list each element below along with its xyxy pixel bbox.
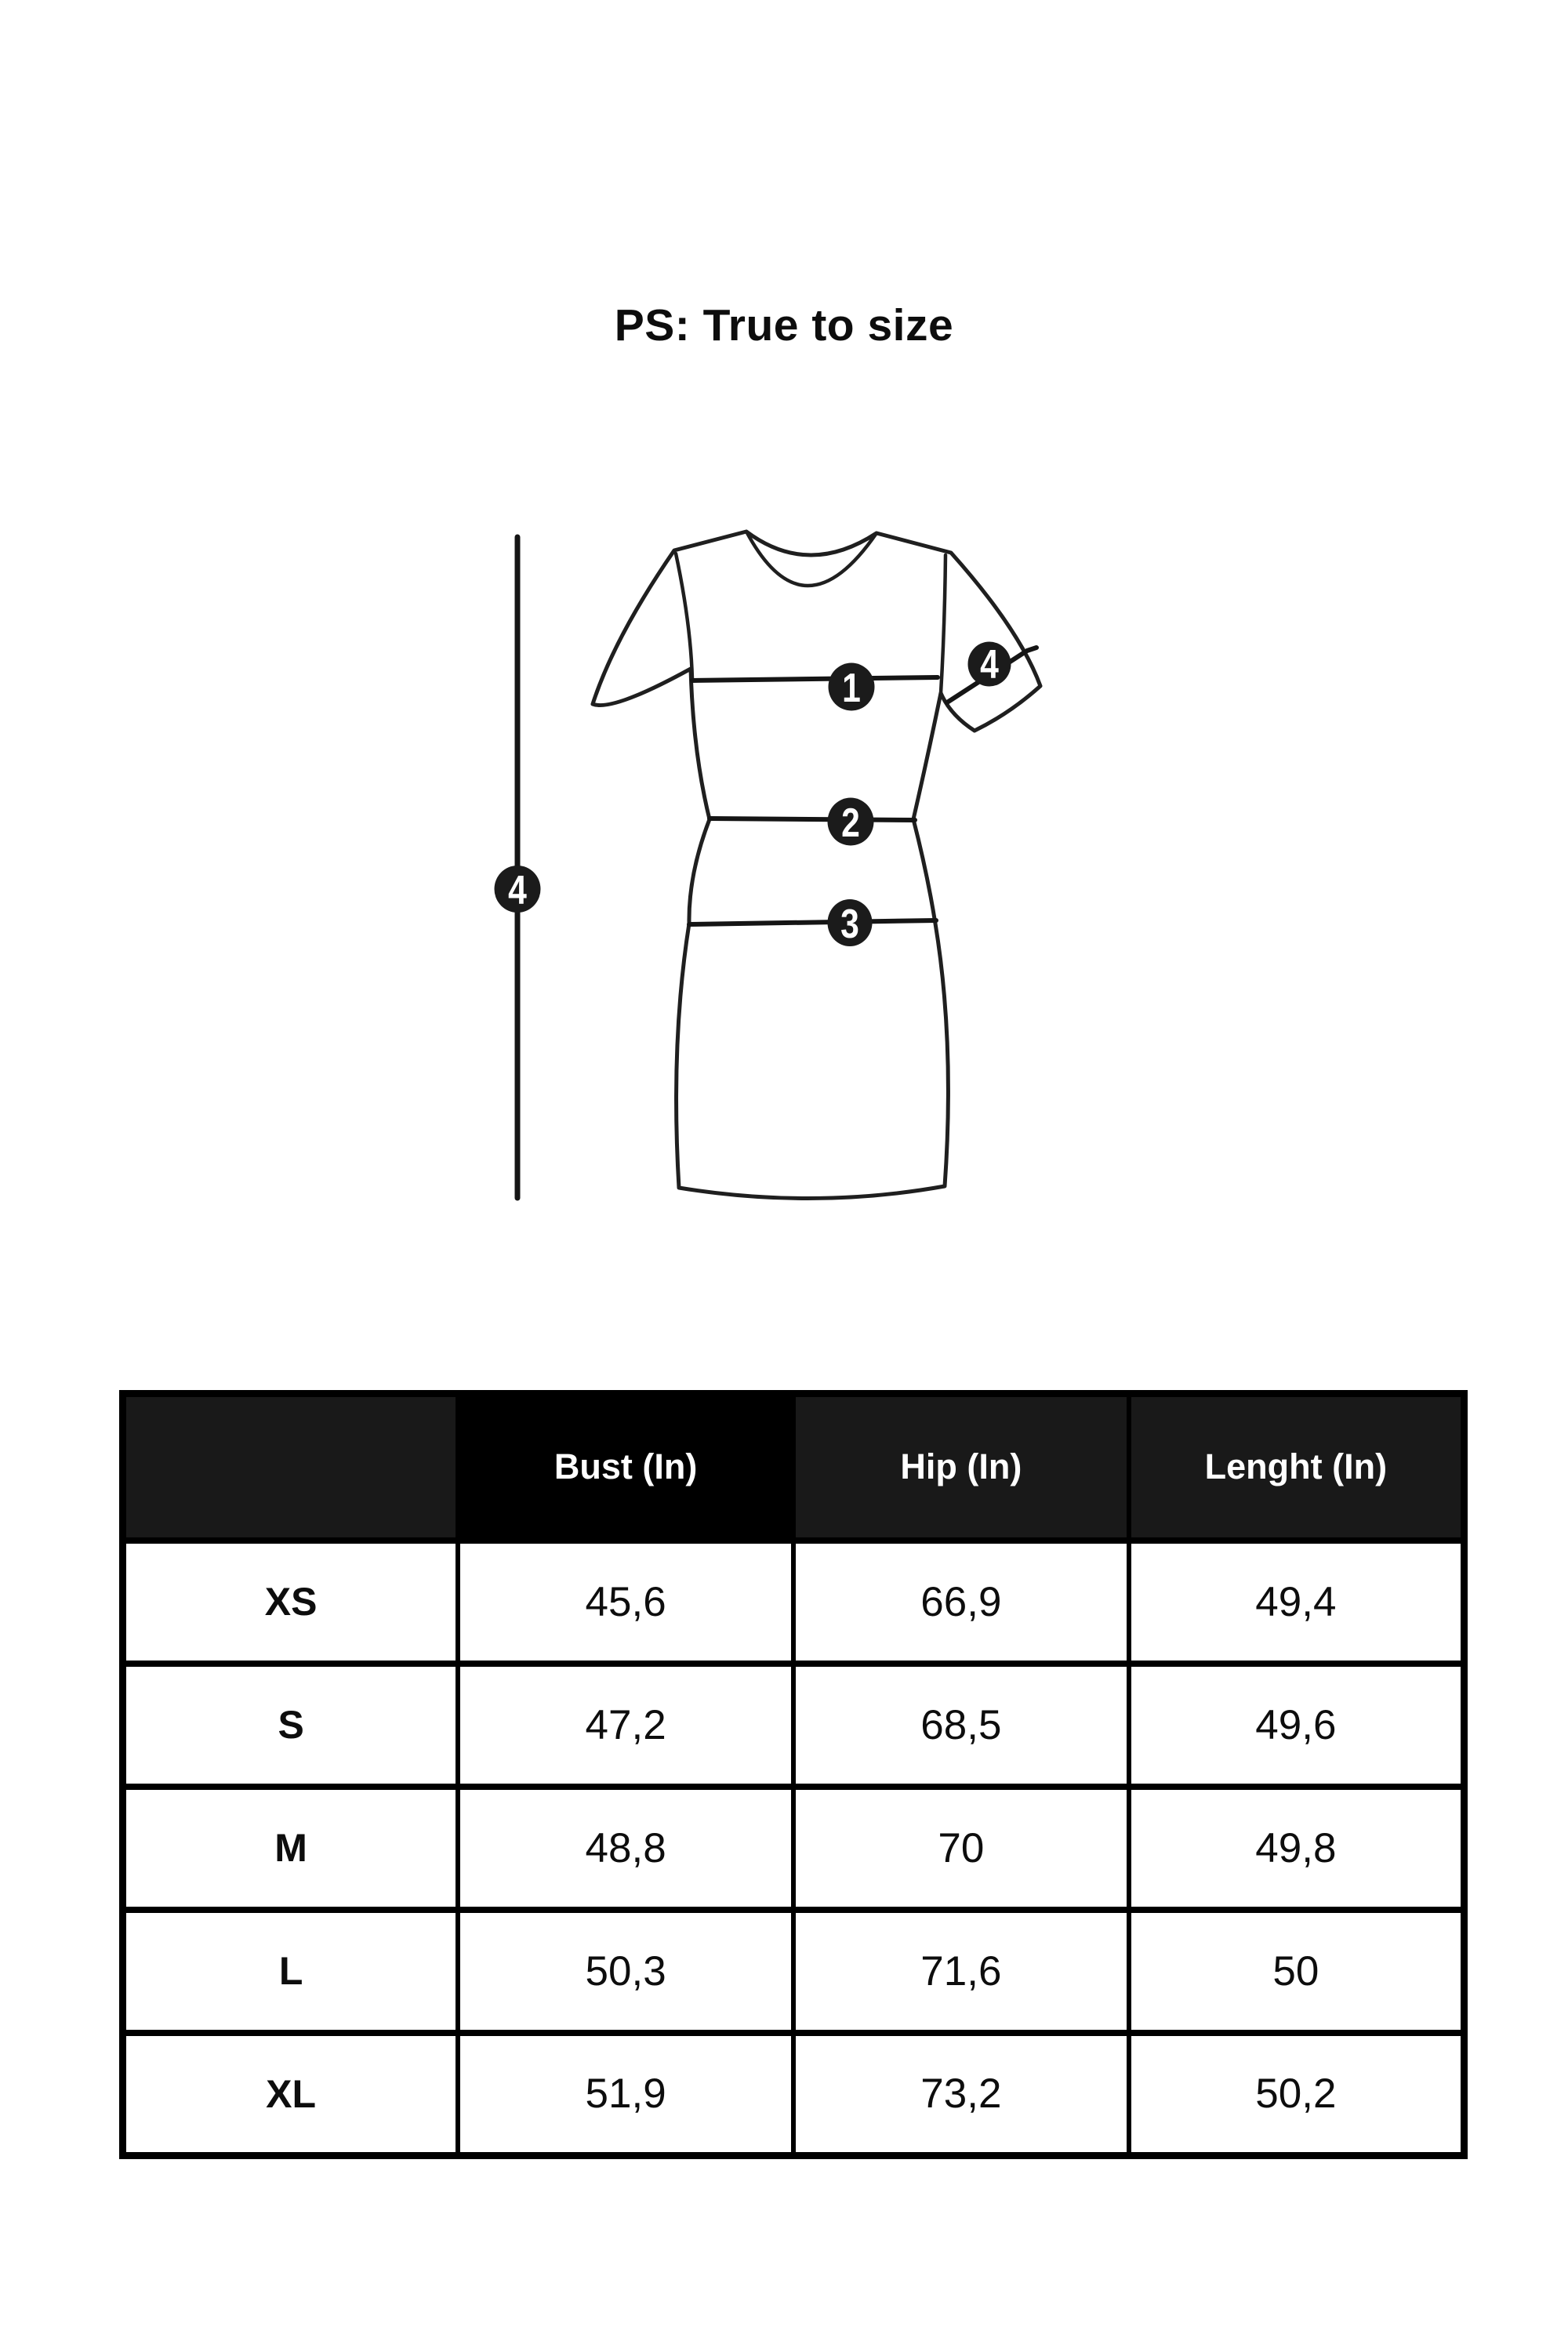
length-value: 49,8: [1129, 1787, 1465, 1910]
table-row-m: [123, 1787, 1465, 1910]
hip-value: 68,5: [793, 1664, 1129, 1787]
hip-badge-number: 3: [840, 902, 859, 948]
size-label: M: [123, 1787, 459, 1910]
bust-value: 51,9: [458, 2033, 793, 2156]
size-label: S: [123, 1664, 459, 1787]
dress-measurement-diagram: [470, 486, 1082, 1239]
size-label: XS: [123, 1541, 459, 1664]
length-value: 49,4: [1129, 1541, 1465, 1664]
header-row: [123, 1394, 1465, 1541]
bust-value: 47,2: [458, 1664, 793, 1787]
hip-value: 71,6: [793, 1910, 1129, 2033]
col-header-size: [123, 1394, 459, 1541]
size-label: XL: [123, 2033, 459, 2156]
marker-4-length: [495, 866, 541, 913]
hip-value: 73,2: [793, 2033, 1129, 2156]
size-table: [119, 1390, 1468, 2159]
bust-measure-line: [692, 677, 938, 681]
table-row-xs: [123, 1541, 1465, 1664]
length-value: 49,6: [1129, 1664, 1465, 1787]
bust-value: 48,8: [458, 1787, 793, 1910]
bust-value: 45,6: [458, 1541, 793, 1664]
hip-value: 66,9: [793, 1541, 1129, 1664]
col-header-hip: Hip (In): [793, 1394, 1129, 1541]
col-header-length: Lenght (In): [1129, 1394, 1465, 1541]
table-row-xl: [123, 2033, 1465, 2156]
bust-badge-number: 1: [842, 666, 861, 712]
size-table-body: [123, 1541, 1465, 2156]
length-badge-number: 4: [508, 868, 527, 914]
page-title: PS: True to size: [614, 300, 954, 350]
bust-value: 50,3: [458, 1910, 793, 2033]
length-value: 50: [1129, 1910, 1465, 2033]
waist-measure-line: [710, 818, 915, 820]
table-row-s: [123, 1664, 1465, 1787]
size-table-header: [123, 1394, 1465, 1541]
length-value: 50,2: [1129, 2033, 1465, 2156]
waist-badge-number: 2: [841, 800, 860, 847]
hip-value: 70: [793, 1787, 1129, 1910]
table-row-l: [123, 1910, 1465, 2033]
sleeve-badge-number: 4: [980, 642, 999, 688]
size-label: L: [123, 1910, 459, 2033]
col-header-bust: Bust (In): [458, 1394, 793, 1541]
dress-outline: [593, 532, 1040, 1199]
dress-diagram-svg: [470, 486, 1082, 1239]
